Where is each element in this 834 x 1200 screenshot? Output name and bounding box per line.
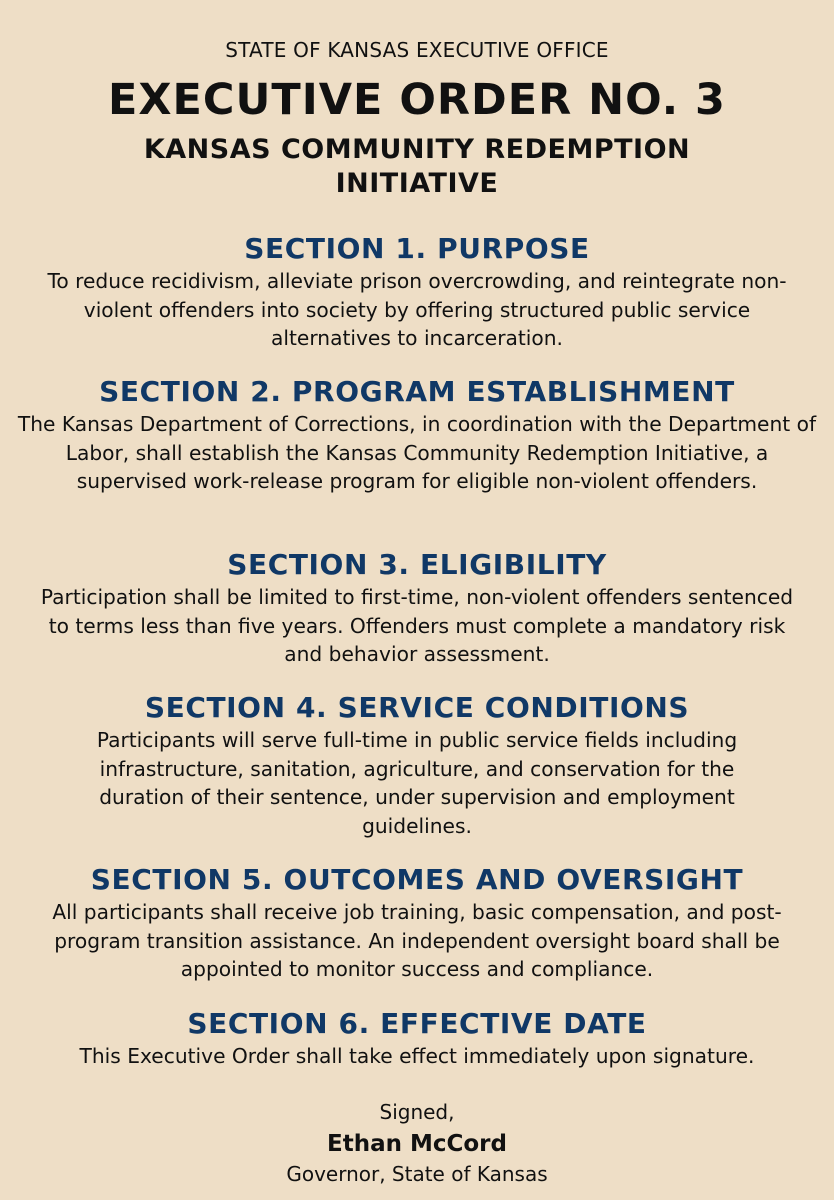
section-purpose xyxy=(10,233,824,353)
section-body: This Executive Order shall take effect immediately upon signature. xyxy=(79,1044,755,1068)
section-heading: SECTION 2. PROGRAM ESTABLISHMENT xyxy=(99,375,735,408)
signer-title: Governor, State of Kansas xyxy=(286,1162,548,1186)
order-title: EXECUTIVE ORDER NO. 3 xyxy=(108,75,726,125)
signed-label: Signed, xyxy=(379,1100,455,1124)
section-heading: SECTION 1. PURPOSE xyxy=(244,232,590,265)
section-heading: SECTION 5. OUTCOMES AND OVERSIGHT xyxy=(90,863,744,896)
signer-name: Ethan McCord xyxy=(327,1131,507,1157)
section-program-establishment xyxy=(10,376,824,496)
order-subtitle: KANSAS COMMUNITY REDEMPTION INITIATIVE xyxy=(143,134,691,199)
section-body: Participants will serve full-time in public service fields including infrastructure, sanitation, agriculture, and conservation for the duration of their sentence, under supervision and employment guidelines. xyxy=(96,728,738,838)
issuing-office: STATE OF KANSAS EXECUTIVE OFFICE xyxy=(225,38,609,62)
section-service-conditions xyxy=(10,692,824,840)
section-body: All participants shall receive job training, basic compensation, and post-program transition assistance. An independent oversight board shall be appointed to monitor success and compliance. xyxy=(52,900,782,981)
section-heading: SECTION 4. SERVICE CONDITIONS xyxy=(144,691,690,724)
section-heading: SECTION 3. ELIGIBILITY xyxy=(227,548,607,581)
section-outcomes-oversight xyxy=(10,864,824,984)
section-eligibility xyxy=(10,549,824,669)
section-heading: SECTION 6. EFFECTIVE DATE xyxy=(187,1007,647,1040)
section-effective-date xyxy=(10,1008,824,1071)
section-body: To reduce recidivism, alleviate prison overcrowding, and reintegrate non-violent offenders into society by offering structured public service alternatives to incarceration. xyxy=(47,269,787,350)
section-body: The Kansas Department of Corrections, in coordination with the Department of Labor, shall establish the Kansas Community Redemption Initiative, a supervised work-release program for eligible non-violent offenders. xyxy=(17,412,817,493)
section-body: Participation shall be limited to first-time, non-violent offenders sentenced to terms less than five years. Offenders must complete a mandatory risk and behavior assessment. xyxy=(40,585,794,666)
